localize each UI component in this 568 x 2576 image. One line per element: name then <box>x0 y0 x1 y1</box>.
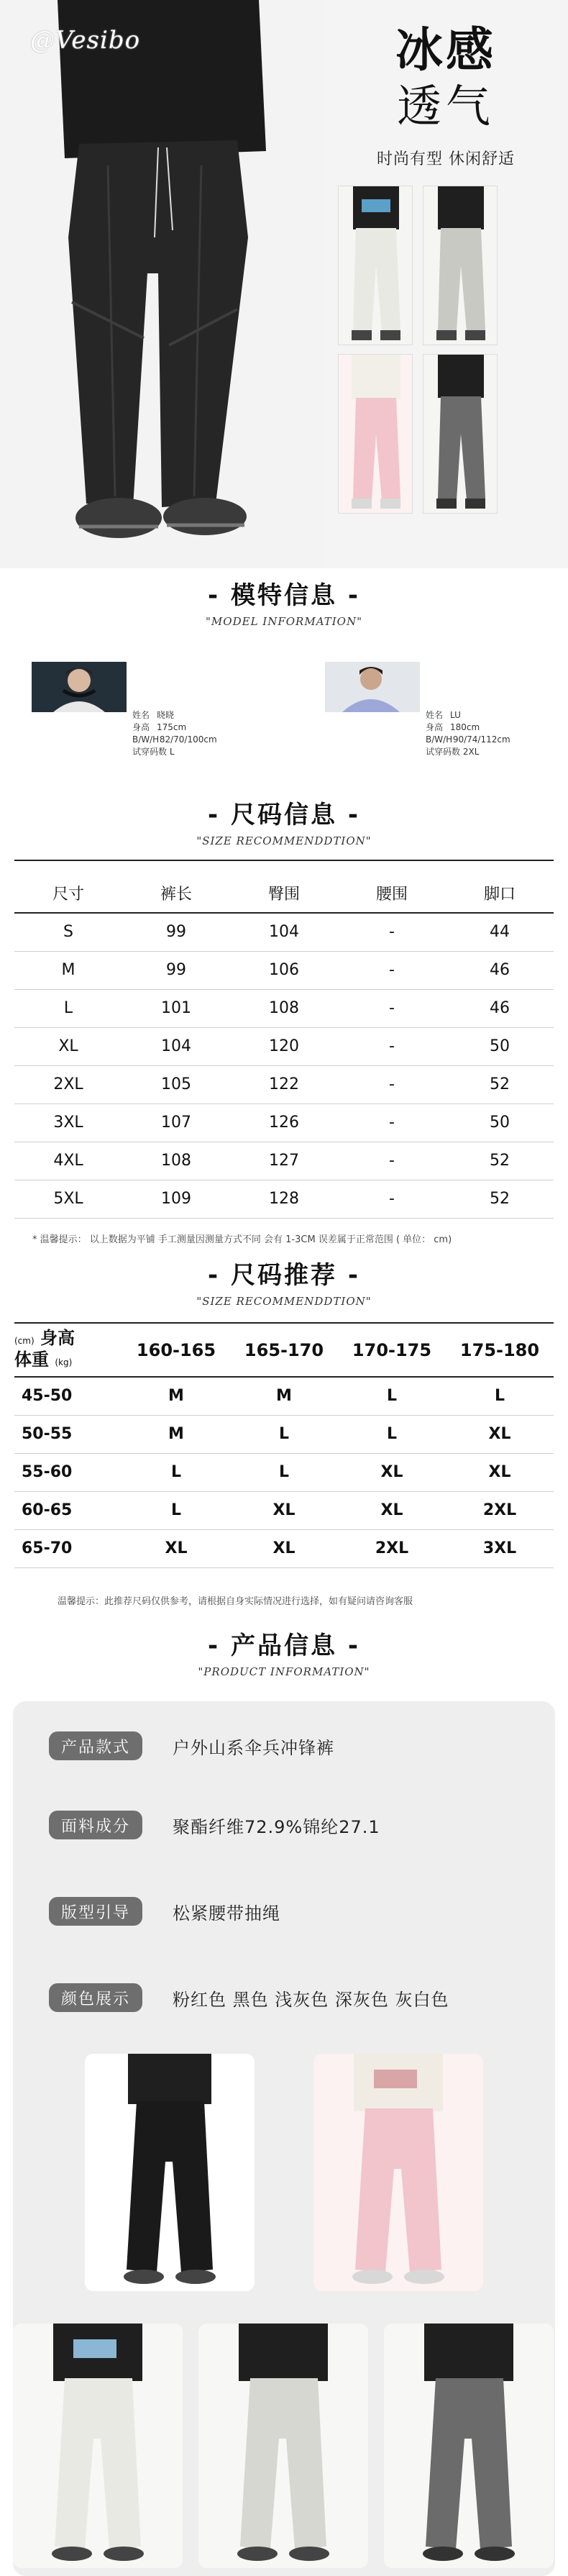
corner-height-label: 身高 <box>40 1327 75 1348</box>
corner-weight-label: 体重 <box>14 1349 49 1370</box>
hero-title-block <box>338 22 554 169</box>
size-table-header-row <box>14 874 554 913</box>
table-cell: - <box>338 1180 446 1218</box>
corner-height-unit: (cm) <box>14 1335 35 1346</box>
table-cell: 128 <box>230 1180 338 1218</box>
product-row-colors <box>49 1982 449 2013</box>
recommend-table <box>14 1324 554 1568</box>
hero-model-photo <box>0 0 324 568</box>
model-section-subtitle: "MODEL INFORMATION" <box>206 615 362 628</box>
table-cell: 52 <box>446 1142 554 1180</box>
size-header-length: 裤长 <box>122 874 230 913</box>
table-cell: 127 <box>230 1142 338 1180</box>
table-cell: - <box>338 1027 446 1065</box>
table-row <box>14 1065 554 1103</box>
table-cell: 126 <box>230 1103 338 1142</box>
table-cell: 99 <box>122 913 230 951</box>
product-section-subtitle: "PRODUCT INFORMATION" <box>198 1665 370 1678</box>
product-label: 产品款式 <box>49 1731 142 1760</box>
table-cell: L <box>230 1453 338 1491</box>
table-cell: - <box>338 951 446 989</box>
hero-tagline: 时尚有型 休闲舒适 <box>377 150 515 168</box>
model-2-name-label: 姓名 <box>426 710 444 720</box>
product-photo-off-white-image <box>13 2324 183 2568</box>
product-photo-pink[interactable] <box>313 2054 483 2291</box>
table-cell: 99 <box>122 951 230 989</box>
product-section-title: - 产品信息 - <box>208 1631 360 1660</box>
table-cell: 52 <box>446 1065 554 1103</box>
table-row <box>14 1529 554 1567</box>
thumb-light-grey[interactable] <box>423 186 498 345</box>
table-cell: L <box>446 1377 554 1415</box>
hero-pants-illustration <box>0 0 324 568</box>
table-cell: L <box>338 1415 446 1453</box>
thumb-dark-grey-image <box>423 355 498 514</box>
table-cell: 3XL <box>14 1103 122 1142</box>
model-section-title: - 模特信息 - <box>208 581 360 610</box>
table-cell: 101 <box>122 989 230 1027</box>
product-value: 粉红色 黑色 浅灰色 深灰色 灰白色 <box>173 1989 449 2010</box>
size-table-tip: * 温馨提示： 以上数据为平铺 手工测量因测量方式不同 会有 1-3CM 误差属于正常范围 ( 单位： cm) <box>32 1234 452 1245</box>
recommend-section-subtitle: "SIZE RECOMMENDDTION" <box>196 1295 372 1308</box>
model-1-image <box>32 662 127 712</box>
thumb-off-white[interactable] <box>338 186 413 345</box>
table-cell: 108 <box>230 989 338 1027</box>
model-1-name: 晓晓 <box>157 710 175 720</box>
table-cell: L <box>338 1377 446 1415</box>
table-cell: 2XL <box>338 1529 446 1567</box>
recommend-header-row <box>14 1324 554 1377</box>
table-cell: 106 <box>230 951 338 989</box>
model-2-info <box>426 709 510 758</box>
model-1-bwh-label: B/W/H <box>132 734 160 745</box>
weight-cell: 65-70 <box>14 1529 122 1567</box>
recommend-corner-cell <box>14 1324 122 1377</box>
model-2-name: LU <box>450 710 461 720</box>
model-card-1 <box>32 662 217 757</box>
table-cell: XL <box>446 1415 554 1453</box>
weight-cell: 45-50 <box>14 1377 122 1415</box>
size-header-size: 尺寸 <box>14 874 122 913</box>
product-photo-black[interactable] <box>85 2054 255 2291</box>
table-cell: XL <box>230 1491 338 1529</box>
thumb-off-white-image <box>339 186 413 345</box>
product-label: 面料成分 <box>49 1811 142 1839</box>
corner-weight-unit: (kg) <box>55 1357 73 1367</box>
table-cell: XL <box>446 1453 554 1491</box>
table-cell: M <box>230 1377 338 1415</box>
model-1-bwh: 82/70/100cm <box>159 734 217 745</box>
table-cell: XL <box>14 1027 122 1065</box>
product-photo-black-image <box>85 2054 255 2291</box>
table-cell: XL <box>230 1529 338 1567</box>
height-header: 160-165 <box>122 1324 230 1377</box>
table-cell: - <box>338 1103 446 1142</box>
model-1-name-label: 姓名 <box>132 710 150 720</box>
table-cell: M <box>122 1415 230 1453</box>
size-table-top-rule <box>14 860 554 861</box>
thumb-light-grey-image <box>423 186 498 345</box>
table-cell: S <box>14 913 122 951</box>
product-value: 聚酯纤维72.9%锦纶27.1 <box>173 1816 380 1837</box>
table-cell: - <box>338 913 446 951</box>
model-section-heading <box>0 575 568 628</box>
table-cell: 4XL <box>14 1142 122 1180</box>
hero-title-line1: 冰感 <box>395 22 496 78</box>
table-row <box>14 989 554 1027</box>
table-row <box>14 913 554 951</box>
table-cell: M <box>14 951 122 989</box>
model-2-height-label: 身高 <box>426 722 444 732</box>
size-header-hem: 脚口 <box>446 874 554 913</box>
model-card-2 <box>325 662 510 757</box>
table-cell: L <box>230 1415 338 1453</box>
table-cell: 3XL <box>446 1529 554 1567</box>
recommend-section-title: - 尺码推荐 - <box>208 1261 360 1290</box>
table-cell: 104 <box>230 913 338 951</box>
product-label: 版型引导 <box>49 1897 142 1926</box>
size-section-heading <box>0 795 568 847</box>
weight-cell: 50-55 <box>14 1415 122 1453</box>
model-1-size-label: 试穿码数 <box>132 747 168 757</box>
weight-cell: 60-65 <box>14 1491 122 1529</box>
table-cell: 105 <box>122 1065 230 1103</box>
table-cell: 120 <box>230 1027 338 1065</box>
product-photo-light-grey-image <box>198 2324 368 2568</box>
table-row <box>14 951 554 989</box>
model-1-height-label: 身高 <box>132 722 150 732</box>
table-cell: - <box>338 989 446 1027</box>
brand-watermark: @Vesibo <box>30 26 141 55</box>
table-cell: - <box>338 1065 446 1103</box>
table-cell: L <box>122 1453 230 1491</box>
table-cell: M <box>122 1377 230 1415</box>
model-1-height: 175cm <box>157 722 187 732</box>
table-row <box>14 1027 554 1065</box>
table-cell: XL <box>338 1453 446 1491</box>
size-header-hip: 臀围 <box>230 874 338 913</box>
product-row-fabric <box>49 1809 380 1841</box>
product-info-panel <box>13 1701 555 2576</box>
product-photo-dark-grey[interactable] <box>384 2324 554 2568</box>
product-row-style <box>49 1730 334 1762</box>
product-photo-dark-grey-image <box>384 2324 554 2568</box>
table-cell: L <box>14 989 122 1027</box>
size-section-subtitle: "SIZE RECOMMENDDTION" <box>196 834 372 847</box>
table-row <box>14 1180 554 1218</box>
table-row <box>14 1142 554 1180</box>
model-2-photo <box>325 662 420 712</box>
table-cell: 104 <box>122 1027 230 1065</box>
table-cell: 46 <box>446 989 554 1027</box>
table-cell: - <box>338 1142 446 1180</box>
table-row <box>14 1453 554 1491</box>
thumb-dark-grey[interactable] <box>423 354 498 514</box>
weight-cell: 55-60 <box>14 1453 122 1491</box>
table-cell: 2XL <box>446 1491 554 1529</box>
hero-banner <box>0 0 568 568</box>
size-header-waist: 腰围 <box>338 874 446 913</box>
model-2-image <box>325 662 420 712</box>
recommend-tip: 温馨提示：此推荐尺码仅供参考，请根据自身实际情况进行选择，如有疑问请咨询客服 <box>58 1596 413 1607</box>
height-header: 175-180 <box>446 1324 554 1377</box>
model-2-bwh: 90/74/112cm <box>452 734 510 745</box>
height-header: 165-170 <box>230 1324 338 1377</box>
model-1-photo <box>32 662 127 712</box>
model-2-size: 2XL <box>462 747 480 757</box>
size-table <box>14 874 554 1219</box>
table-cell: XL <box>338 1491 446 1529</box>
size-section-title: - 尺码信息 - <box>208 801 360 829</box>
model-2-size-label: 试穿码数 <box>426 747 461 757</box>
table-row <box>14 1415 554 1453</box>
product-row-fit <box>49 1895 280 1927</box>
product-value: 户外山系伞兵冲锋裤 <box>173 1737 334 1758</box>
table-cell: 107 <box>122 1103 230 1142</box>
table-cell: 5XL <box>14 1180 122 1218</box>
product-value: 松紧腰带抽绳 <box>173 1903 280 1924</box>
model-2-height: 180cm <box>450 722 480 732</box>
table-cell: XL <box>122 1529 230 1567</box>
table-row <box>14 1377 554 1415</box>
hero-title-line2: 透气 <box>396 80 495 132</box>
table-cell: 44 <box>446 913 554 951</box>
product-photo-off-white[interactable] <box>13 2324 183 2568</box>
table-row <box>14 1491 554 1529</box>
product-label: 颜色展示 <box>49 1983 142 2012</box>
thumb-pink-image <box>339 355 413 514</box>
table-row <box>14 1103 554 1142</box>
product-photo-pink-image <box>313 2054 483 2291</box>
table-cell: 2XL <box>14 1065 122 1103</box>
thumb-pink[interactable] <box>338 354 413 514</box>
table-cell: L <box>122 1491 230 1529</box>
table-cell: 50 <box>446 1027 554 1065</box>
table-cell: 109 <box>122 1180 230 1218</box>
model-2-bwh-label: B/W/H <box>426 734 453 745</box>
recommend-section-heading <box>0 1255 568 1308</box>
table-cell: 122 <box>230 1065 338 1103</box>
table-cell: 50 <box>446 1103 554 1142</box>
model-1-info <box>132 709 217 758</box>
table-cell: 46 <box>446 951 554 989</box>
table-cell: 52 <box>446 1180 554 1218</box>
height-header: 170-175 <box>338 1324 446 1377</box>
table-cell: 108 <box>122 1142 230 1180</box>
product-photo-light-grey[interactable] <box>198 2324 368 2568</box>
product-section-heading <box>0 1626 568 1678</box>
model-1-size: L <box>169 747 175 757</box>
